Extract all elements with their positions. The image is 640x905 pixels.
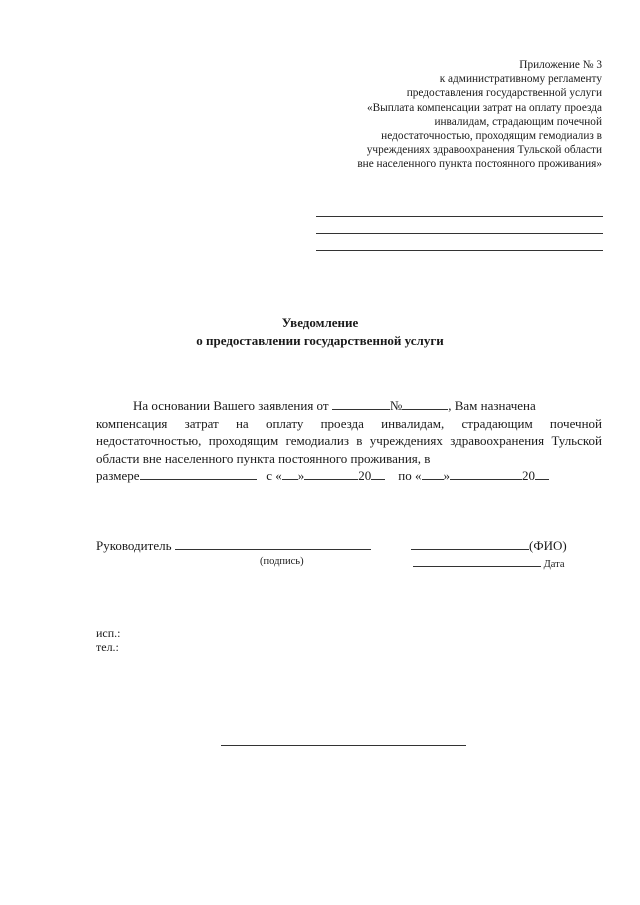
recipient-blank-line-1[interactable] — [316, 216, 603, 217]
signature-row — [96, 538, 371, 554]
bottom-separator-line — [221, 745, 466, 746]
executor-label: исп.: — [96, 626, 121, 640]
to-quote-close: » — [443, 468, 450, 483]
appendix-line: Приложение № 3 — [519, 59, 602, 71]
appendix-header — [262, 58, 602, 172]
name-label: (ФИО) — [529, 538, 567, 553]
appendix-line: вне населенного пункта постоянного проживания» — [357, 158, 602, 171]
appendix-line: инвалидам, страдающим почечной — [434, 115, 602, 128]
date-row — [413, 556, 565, 570]
amount-label: размере — [96, 468, 140, 483]
signature-caption: (подпись) — [260, 556, 304, 567]
appendix-line: недостаточностью, проходящим гемодиализ в — [381, 130, 602, 143]
appendix-line: к административному регламенту — [439, 73, 602, 86]
from-label: с « — [266, 468, 282, 483]
name-row — [411, 538, 567, 554]
appendix-line: «Выплата компенсации затрат на оплату проезда — [366, 101, 602, 114]
appendix-line: учреждениях здравоохранения Тульской области — [366, 144, 602, 157]
from-year-prefix: 20 — [358, 468, 372, 483]
recipient-blank-line-3[interactable] — [316, 250, 603, 251]
full-name-field[interactable] — [411, 538, 529, 550]
application-date-field[interactable] — [332, 398, 390, 410]
body-paragraph: компенсация затрат на оплату проезда инвалидам, страдающим почечной недостаточностью, проходящим гемодиализ в учреждениях здравоохранения Тульской области вне населенного пункта постоянного проживания, в — [96, 415, 602, 466]
to-label: по « — [398, 468, 422, 483]
head-label: Руководитель — [96, 538, 172, 553]
from-quote-close: » — [297, 468, 305, 483]
application-number-field[interactable] — [402, 398, 448, 410]
number-sign: № — [389, 398, 403, 413]
document-subtitle: о предоставлении государственной услуги — [196, 333, 444, 348]
to-year-prefix: 20 — [522, 468, 535, 483]
amount-field[interactable] — [140, 468, 257, 480]
recipient-blank-line-2[interactable] — [316, 233, 603, 234]
to-day-field[interactable] — [422, 468, 444, 480]
to-year-field[interactable] — [535, 468, 549, 480]
from-month-field[interactable] — [304, 468, 358, 480]
amount-line — [96, 467, 602, 485]
notice-body — [96, 397, 602, 485]
body-text-assigned: , Вам назначена — [448, 398, 536, 413]
signature-field[interactable] — [175, 538, 371, 550]
document-title: Уведомление — [281, 315, 359, 330]
body-first-line — [96, 397, 602, 415]
from-year-field[interactable] — [371, 468, 385, 480]
from-day-field[interactable] — [282, 468, 298, 480]
body-text-intro: На основании Вашего заявления от — [133, 398, 329, 413]
phone-label: тел.: — [96, 640, 119, 654]
date-caption: Дата — [543, 559, 565, 570]
to-month-field[interactable] — [450, 468, 522, 480]
date-field[interactable] — [413, 556, 541, 567]
appendix-line: предоставления государственной услуги — [406, 87, 602, 100]
